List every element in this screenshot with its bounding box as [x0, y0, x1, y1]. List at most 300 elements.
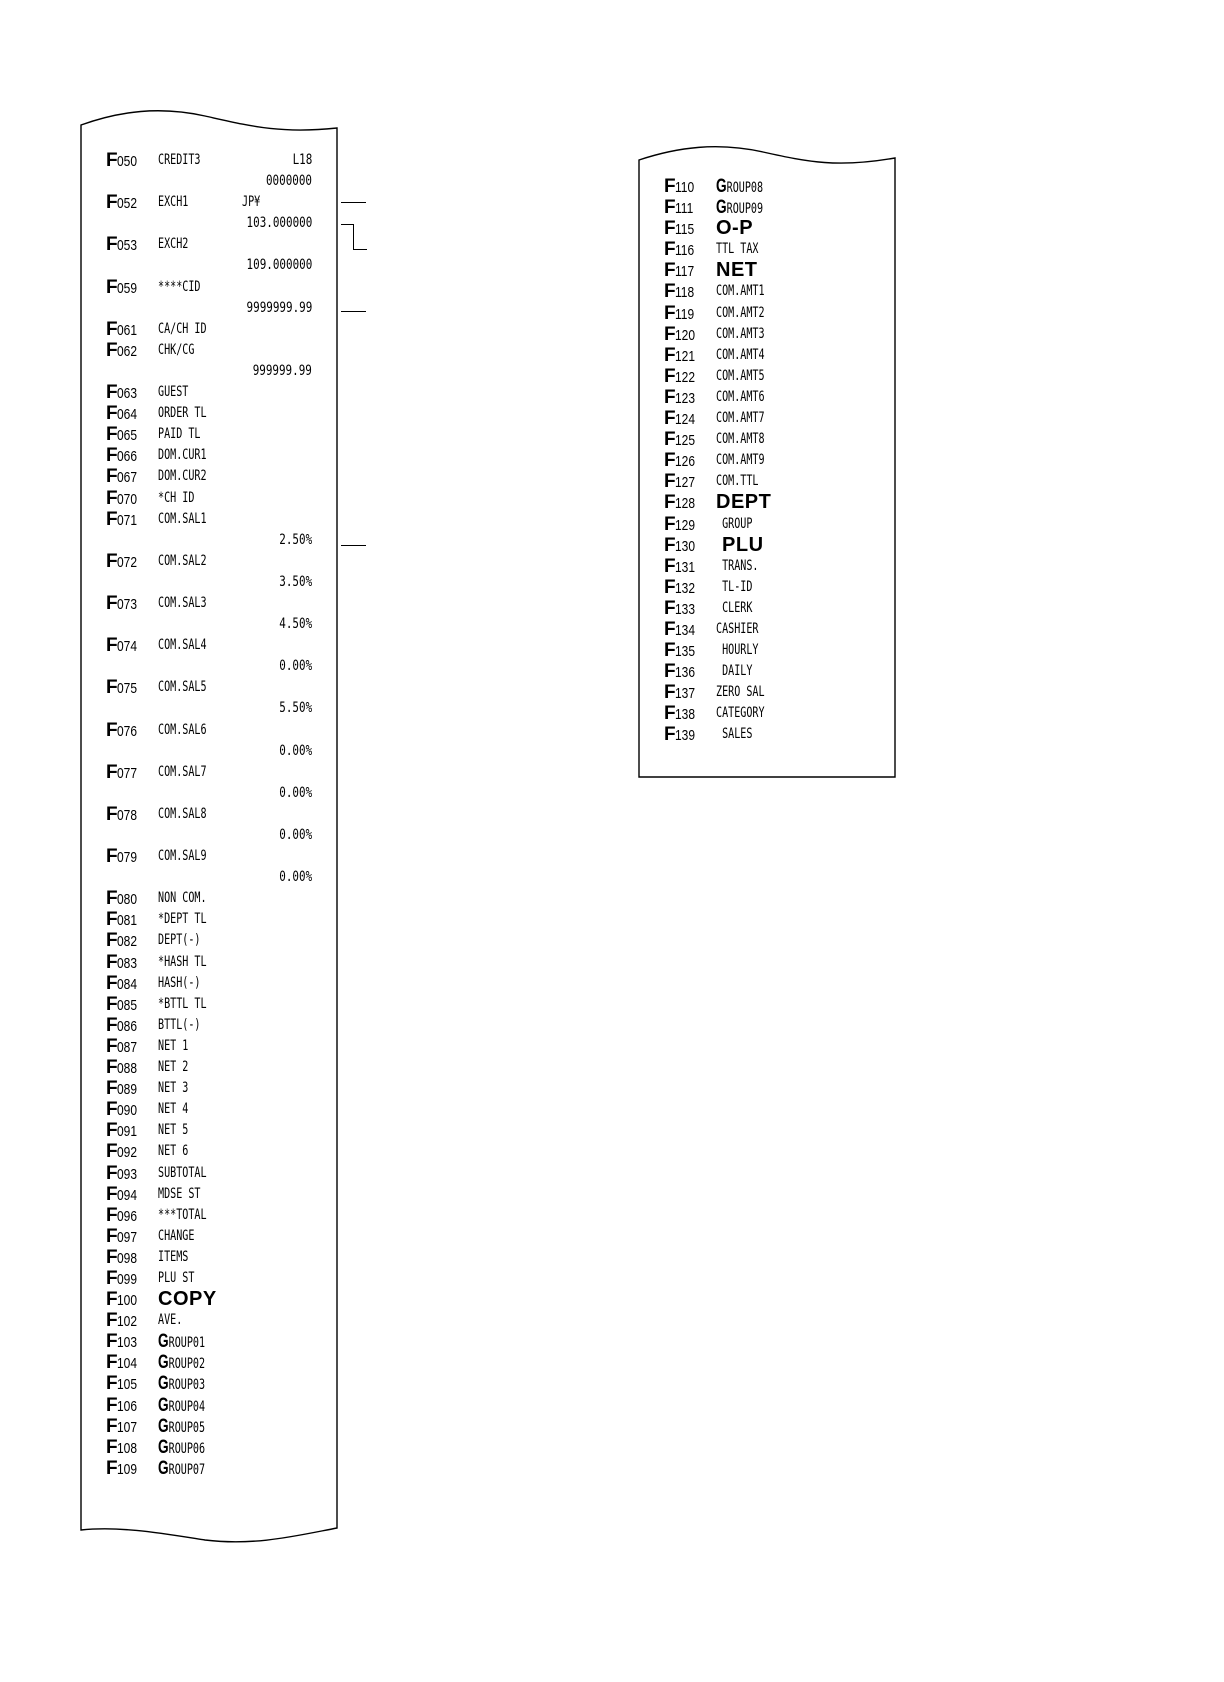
function-code: 126	[675, 453, 696, 471]
function-prefix: F	[664, 386, 676, 408]
function-prefix: F	[106, 466, 118, 488]
leader-bracket	[341, 224, 353, 225]
function-label: DOM.CUR1	[158, 447, 207, 464]
function-prefix: F	[106, 508, 118, 530]
receipt-line	[664, 429, 870, 450]
receipt-line	[664, 239, 870, 260]
function-code: 079	[117, 849, 138, 867]
receipt-line	[106, 1268, 312, 1289]
function-label: COM.AMT8	[716, 431, 765, 448]
function-prefix: F	[106, 972, 118, 994]
receipt-line	[106, 804, 312, 825]
receipt-line	[106, 277, 312, 298]
receipt-line	[664, 176, 870, 197]
receipt-line	[106, 1226, 312, 1247]
receipt-line	[106, 1373, 312, 1394]
receipt-line	[106, 1015, 312, 1036]
receipt-line	[106, 846, 312, 867]
receipt-value-line	[106, 361, 312, 382]
function-label: GROUP01	[158, 1331, 206, 1353]
function-code: 087	[117, 1038, 138, 1056]
function-code: 131	[675, 558, 696, 576]
function-prefix: F	[664, 661, 676, 683]
function-code: 083	[117, 954, 138, 972]
function-label: TTL TAX	[716, 241, 759, 258]
receipt-line	[106, 488, 312, 509]
function-prefix: F	[106, 192, 118, 214]
function-label: CLERK	[716, 599, 753, 616]
function-prefix: F	[664, 408, 676, 430]
function-label: GROUP	[716, 515, 753, 532]
function-label: NET 5	[158, 1122, 189, 1139]
function-label: ****CID	[158, 278, 201, 295]
function-label: HOURLY	[716, 642, 759, 659]
function-prefix: F	[106, 1162, 118, 1184]
setting-value: 0.00%	[279, 658, 312, 675]
function-code: 067	[117, 469, 138, 487]
receipt-line	[106, 1416, 312, 1437]
function-prefix: F	[664, 576, 676, 598]
function-label: BTTL(-)	[158, 1016, 201, 1033]
function-prefix: F	[106, 1141, 118, 1163]
function-prefix: F	[106, 719, 118, 741]
function-prefix: F	[106, 1078, 118, 1100]
receipt-line	[106, 150, 312, 171]
function-code: 078	[117, 806, 138, 824]
function-prefix: F	[106, 445, 118, 467]
function-code: 105	[117, 1376, 138, 1394]
function-prefix: F	[106, 424, 118, 446]
function-code: 074	[117, 638, 138, 656]
function-code: 119	[675, 305, 695, 323]
receipt-line	[106, 888, 312, 909]
currency-symbol: JP¥	[242, 194, 261, 211]
setting-value: 103.000000	[246, 215, 312, 232]
function-label: COM.SAL7	[158, 763, 207, 780]
function-label: COM.SAL6	[158, 721, 207, 738]
function-code: 071	[117, 511, 138, 529]
function-code: 053	[117, 237, 138, 255]
function-code: 099	[117, 1270, 138, 1288]
receipt-line	[664, 281, 870, 302]
function-label: COM.AMT7	[716, 410, 765, 427]
function-label: COM.AMT1	[716, 283, 765, 300]
receipt-line	[664, 450, 870, 471]
receipt-value-line	[106, 698, 312, 719]
leader-bracket	[353, 224, 354, 250]
receipt-line	[106, 973, 312, 994]
receipt-line	[664, 471, 870, 492]
function-code: 128	[675, 495, 696, 513]
function-prefix: F	[664, 618, 676, 640]
function-code: 075	[117, 680, 138, 698]
function-code: 134	[675, 621, 696, 639]
function-prefix: F	[664, 555, 676, 577]
function-prefix: F	[106, 403, 118, 425]
receipt-line	[106, 1395, 312, 1416]
function-prefix: F	[106, 487, 118, 509]
leader-line	[341, 545, 366, 546]
receipt-line	[106, 1099, 312, 1120]
function-code: 122	[675, 368, 696, 386]
function-code: 132	[675, 579, 696, 597]
receipt-line	[106, 1120, 312, 1141]
function-prefix: F	[106, 1373, 118, 1395]
receipt-line	[106, 424, 312, 445]
function-prefix: F	[106, 318, 118, 340]
function-code: 127	[675, 474, 696, 492]
function-prefix: F	[106, 1225, 118, 1247]
function-prefix: F	[106, 1394, 118, 1416]
function-label: ZERO SAL	[716, 684, 765, 701]
function-prefix: F	[106, 592, 118, 614]
function-prefix: F	[106, 888, 118, 910]
function-label: *DEPT TL	[158, 911, 207, 928]
function-code: 100	[117, 1292, 138, 1310]
function-prefix: F	[106, 803, 118, 825]
receipt-value-line	[106, 213, 312, 234]
function-label: O-P	[716, 217, 754, 240]
function-code: 138	[675, 706, 696, 724]
function-code: 124	[675, 411, 696, 429]
function-code: 130	[675, 537, 696, 555]
receipt-line	[664, 724, 870, 745]
function-prefix: F	[106, 1035, 118, 1057]
function-prefix: F	[106, 1310, 118, 1332]
function-label: NET 1	[158, 1037, 189, 1054]
receipt-line	[106, 1163, 312, 1184]
function-code: 088	[117, 1060, 138, 1078]
receipt-right-rows	[664, 176, 870, 746]
function-label: COM.SAL8	[158, 805, 207, 822]
function-label: HASH(-)	[158, 974, 201, 991]
function-code: 077	[117, 764, 138, 782]
function-label: GROUP07	[158, 1457, 206, 1479]
receipt-value-line	[106, 298, 312, 319]
function-code: 052	[117, 195, 138, 213]
receipt-line	[106, 466, 312, 487]
function-label: NET 6	[158, 1143, 189, 1160]
receipt-line	[106, 1352, 312, 1373]
function-label: COM.AMT3	[716, 325, 765, 342]
function-prefix: F	[664, 513, 676, 535]
function-code: 080	[117, 891, 138, 909]
receipt-line	[106, 1458, 312, 1479]
function-prefix: F	[664, 323, 676, 345]
setting-value: 9999999.99	[246, 299, 312, 316]
function-label: DEPT(-)	[158, 932, 201, 949]
function-code: 111	[675, 200, 694, 218]
function-code: 081	[117, 912, 138, 930]
receipt-value-line	[106, 656, 312, 677]
function-label: GROUP03	[158, 1373, 206, 1395]
setting-value: 0.00%	[279, 784, 312, 801]
receipt-value-line	[106, 171, 312, 192]
function-label: COM.SAL2	[158, 552, 207, 569]
function-label: EXCH2	[158, 236, 189, 253]
function-prefix: F	[106, 930, 118, 952]
function-label: AVE.	[158, 1312, 183, 1329]
receipt-line	[106, 1205, 312, 1226]
receipt-line	[664, 324, 870, 345]
setting-value: 0.00%	[279, 742, 312, 759]
leader-line	[341, 202, 366, 203]
function-prefix: F	[106, 1099, 118, 1121]
setting-value: 109.000000	[246, 257, 312, 274]
receipt-line	[106, 382, 312, 403]
function-code: 070	[117, 490, 138, 508]
receipt-line	[106, 445, 312, 466]
setting-value: 0.00%	[279, 869, 312, 886]
function-code: 125	[675, 432, 696, 450]
function-prefix: F	[106, 234, 118, 256]
function-label: PLU ST	[158, 1269, 195, 1286]
function-prefix: F	[664, 239, 676, 261]
receipt-line	[664, 387, 870, 408]
receipt-value-line	[106, 783, 312, 804]
function-label: COM.AMT9	[716, 452, 765, 469]
function-code: 050	[117, 153, 138, 170]
function-prefix: F	[664, 218, 676, 240]
function-label: CHK/CG	[158, 341, 195, 358]
receipt-line	[106, 952, 312, 973]
function-prefix: F	[664, 703, 676, 725]
function-label: NET 2	[158, 1059, 189, 1076]
receipt-line	[106, 1141, 312, 1162]
setting-value: 0.00%	[279, 827, 312, 843]
function-prefix: F	[664, 260, 676, 282]
receipt-line	[106, 1331, 312, 1352]
function-label: COM.AMT6	[716, 388, 765, 405]
receipt-line	[664, 492, 870, 513]
function-label: NET	[716, 259, 758, 282]
function-label: NET 3	[158, 1080, 189, 1097]
receipt-line	[664, 682, 870, 703]
function-code: 090	[117, 1102, 138, 1120]
function-label: GUEST	[158, 384, 189, 401]
function-code: 123	[675, 389, 696, 407]
receipt-line	[664, 577, 870, 598]
function-code: 129	[675, 516, 696, 534]
receipt-line	[106, 509, 312, 530]
function-code: 091	[117, 1123, 138, 1141]
function-code: 061	[117, 321, 138, 339]
function-label: COM.AMT5	[716, 367, 765, 384]
function-label: CA/CH ID	[158, 320, 207, 337]
function-prefix: F	[106, 1415, 118, 1437]
receipt-line	[106, 909, 312, 930]
setting-value: 999999.99	[252, 362, 312, 379]
function-label: EXCH1	[158, 194, 189, 211]
function-prefix: F	[106, 1204, 118, 1226]
function-prefix: F	[664, 429, 676, 451]
function-prefix: F	[106, 909, 118, 931]
function-code: 110	[675, 179, 695, 196]
function-prefix: F	[664, 281, 676, 303]
function-prefix: F	[664, 471, 676, 493]
receipt-line	[106, 1247, 312, 1268]
receipt-line	[106, 1057, 312, 1078]
leader-bracket	[353, 249, 367, 250]
function-code: 136	[675, 664, 696, 682]
receipt-line	[664, 556, 870, 577]
function-label: ORDER TL	[158, 405, 207, 422]
function-prefix: F	[106, 761, 118, 783]
function-label: COM.TTL	[716, 473, 759, 490]
function-prefix: F	[106, 382, 118, 404]
receipt-value-line	[106, 255, 312, 276]
receipt-line	[106, 677, 312, 698]
receipt-left	[80, 108, 338, 1551]
function-prefix: F	[106, 1331, 118, 1353]
function-label: ***TOTAL	[158, 1206, 207, 1223]
receipt-line	[106, 192, 312, 213]
function-code: 098	[117, 1249, 138, 1267]
function-prefix: F	[664, 365, 676, 387]
function-code: 137	[675, 685, 696, 703]
function-prefix: F	[664, 302, 676, 324]
setting-value: 3.50%	[279, 573, 312, 590]
line-right-value: L18	[292, 152, 312, 168]
function-prefix: F	[106, 1246, 118, 1268]
function-prefix: F	[664, 682, 676, 704]
function-prefix: F	[106, 150, 118, 171]
function-label: *CH ID	[158, 489, 195, 506]
function-code: 115	[675, 221, 695, 239]
receipt-right	[638, 144, 896, 778]
function-label: DEPT	[716, 491, 772, 514]
function-label: NON COM.	[158, 890, 207, 907]
function-label: COPY	[158, 1288, 217, 1311]
receipt-line	[106, 340, 312, 361]
function-code: 102	[117, 1313, 138, 1331]
function-label: GROUP08	[716, 176, 764, 197]
receipt-line	[106, 551, 312, 572]
function-code: 086	[117, 1017, 138, 1035]
receipt-line	[106, 994, 312, 1015]
receipt-value-line	[106, 741, 312, 762]
function-label: GROUP04	[158, 1394, 206, 1416]
function-prefix: F	[106, 1352, 118, 1374]
receipt-line	[106, 593, 312, 614]
function-code: 063	[117, 385, 138, 403]
function-code: 073	[117, 595, 138, 613]
function-prefix: F	[664, 492, 676, 514]
function-prefix: F	[664, 597, 676, 619]
function-label: GROUP05	[158, 1415, 206, 1437]
function-code: 118	[675, 284, 695, 302]
function-label: GROUP06	[158, 1436, 206, 1458]
receipt-line	[106, 635, 312, 656]
function-code: 094	[117, 1186, 138, 1204]
function-label: CASHIER	[716, 620, 759, 637]
receipt-line	[106, 1310, 312, 1331]
function-prefix: F	[106, 339, 118, 361]
receipt-line	[664, 598, 870, 619]
function-code: 084	[117, 975, 138, 993]
function-code: 117	[675, 263, 695, 281]
function-prefix: F	[106, 635, 118, 657]
receipt-line	[664, 408, 870, 429]
function-label: TL-ID	[716, 578, 753, 595]
function-prefix: F	[106, 550, 118, 572]
function-label: PLU	[716, 533, 764, 556]
function-prefix: F	[106, 1436, 118, 1458]
function-label: PAID TL	[158, 426, 201, 443]
receipt-line	[664, 366, 870, 387]
receipt-value-line	[106, 530, 312, 551]
function-code: 064	[117, 406, 138, 424]
function-prefix: F	[106, 1183, 118, 1205]
receipt-line	[106, 403, 312, 424]
function-prefix: F	[664, 724, 676, 746]
receipt-line	[664, 260, 870, 281]
receipt-line	[664, 661, 870, 682]
receipt-value-line	[106, 825, 312, 846]
function-code: 072	[117, 553, 138, 571]
function-label: ITEMS	[158, 1248, 189, 1265]
receipt-line	[106, 1078, 312, 1099]
function-prefix: F	[106, 1289, 118, 1311]
function-label: DOM.CUR2	[158, 468, 207, 485]
function-code: 104	[117, 1355, 138, 1373]
function-prefix: F	[664, 344, 676, 366]
function-code: 135	[675, 643, 696, 661]
function-code: 089	[117, 1081, 138, 1099]
function-label: COM.AMT2	[716, 304, 765, 321]
setting-value: 0000000	[265, 173, 312, 190]
function-prefix: F	[106, 1267, 118, 1289]
receipt-line	[106, 234, 312, 255]
function-prefix: F	[106, 1457, 118, 1479]
function-label: COM.SAL9	[158, 848, 207, 865]
receipt-line	[664, 303, 870, 324]
function-code: 116	[675, 242, 695, 260]
receipt-line	[106, 319, 312, 340]
function-label: COM.AMT4	[716, 346, 765, 363]
function-label: COM.SAL5	[158, 679, 207, 696]
function-prefix: F	[106, 276, 118, 298]
function-code: 062	[117, 342, 138, 360]
function-code: 082	[117, 933, 138, 951]
function-prefix: F	[106, 846, 118, 868]
function-code: 103	[117, 1334, 138, 1352]
receipt-line	[664, 514, 870, 535]
function-label: COM.SAL4	[158, 637, 207, 654]
function-code: 109	[117, 1460, 138, 1478]
receipt-line	[106, 762, 312, 783]
function-code: 133	[675, 600, 696, 618]
receipt-value-line	[106, 614, 312, 635]
function-code: 059	[117, 279, 138, 297]
receipt-left-rows	[106, 150, 312, 1479]
function-label: CHANGE	[158, 1227, 195, 1244]
receipt-line	[664, 218, 870, 239]
function-label: MDSE ST	[158, 1185, 201, 1202]
receipt-value-line	[106, 572, 312, 593]
function-label: COM.SAL3	[158, 594, 207, 611]
function-label: DAILY	[716, 663, 753, 680]
function-prefix: F	[664, 197, 676, 219]
receipt-line	[106, 930, 312, 951]
function-label: GROUP09	[716, 197, 764, 219]
function-prefix: F	[106, 677, 118, 699]
function-label: SUBTOTAL	[158, 1164, 207, 1181]
function-label: TRANS.	[716, 557, 759, 574]
receipt-line	[106, 1289, 312, 1310]
function-code: 120	[675, 326, 696, 344]
setting-value: 4.50%	[279, 616, 312, 633]
